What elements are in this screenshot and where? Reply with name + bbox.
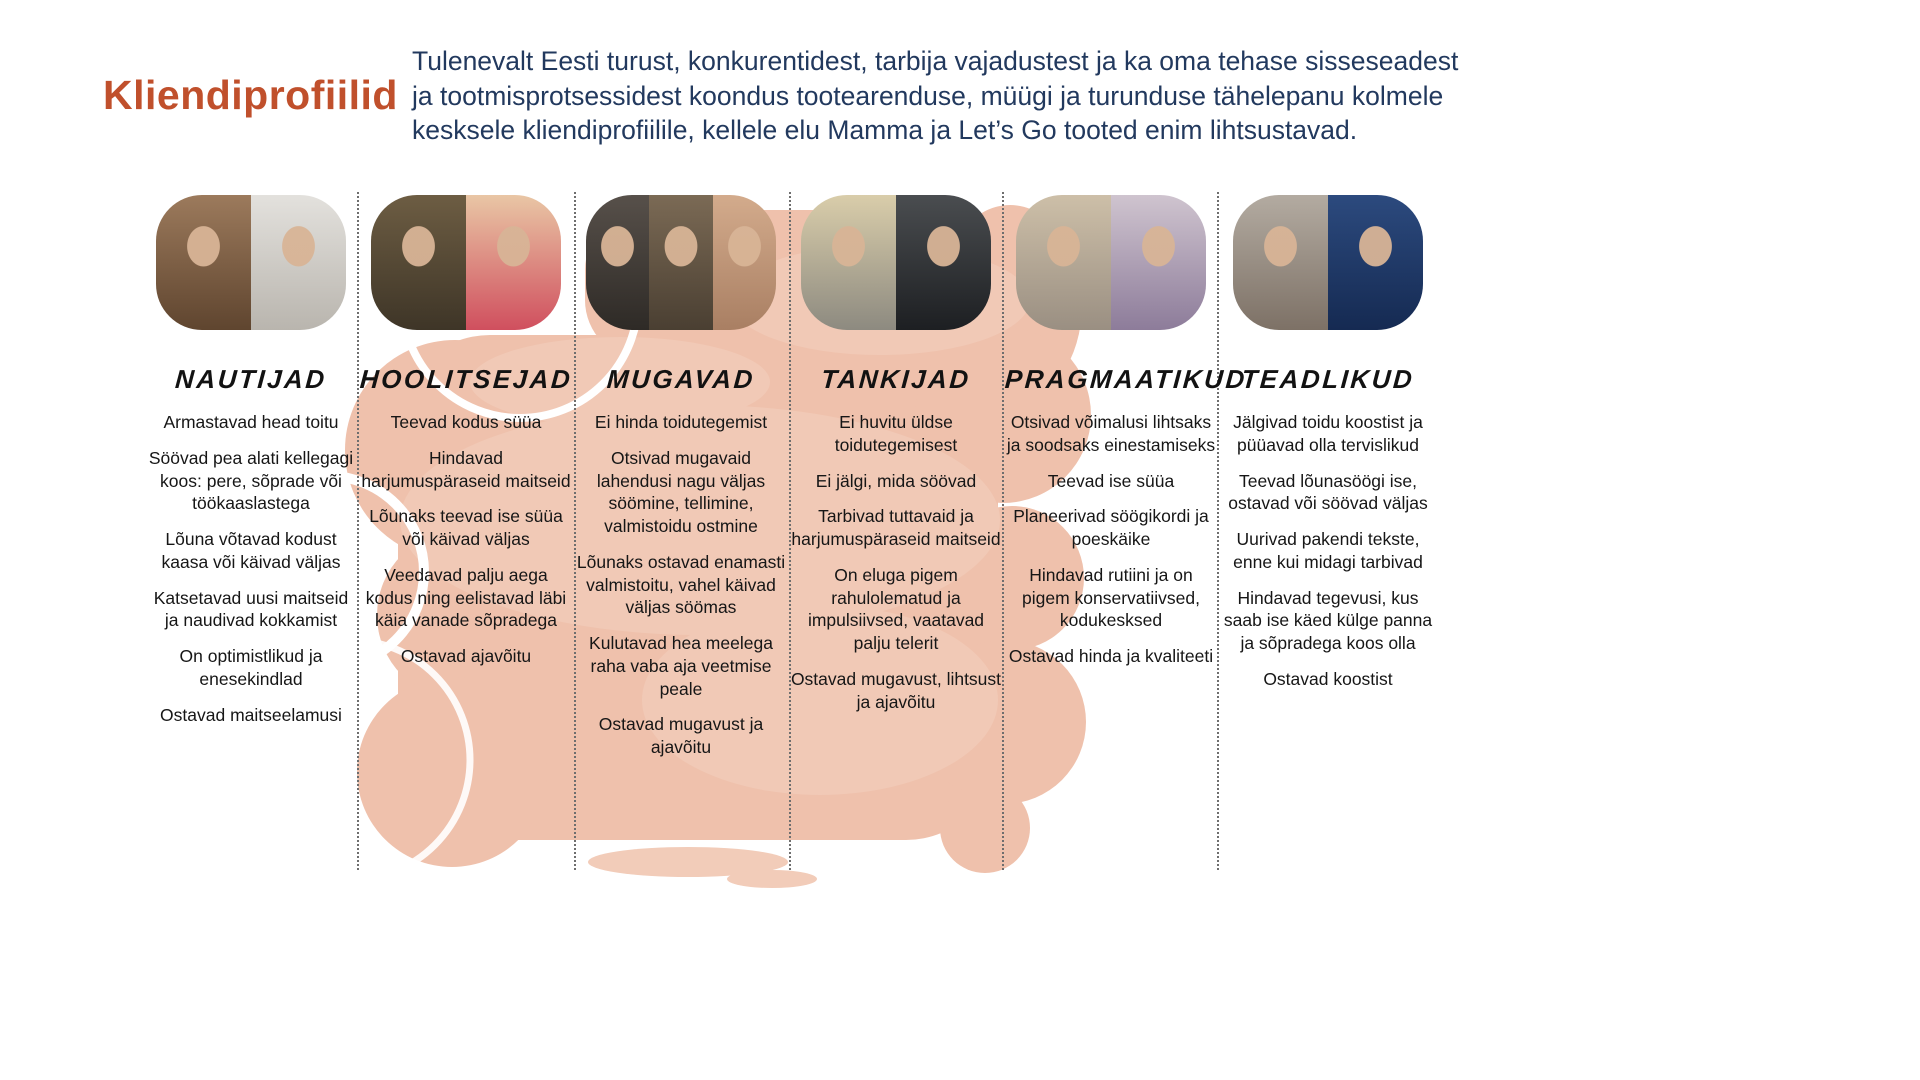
profile-column-pragmaatikud xyxy=(1003,195,1248,681)
profile-column-hoolitsejad xyxy=(360,195,572,681)
photo-elderly-woman-glasses-purple xyxy=(1111,195,1206,330)
profile-name: MUGAVAD xyxy=(605,364,757,394)
photo-man-with-glasses xyxy=(649,195,712,330)
profile-photos xyxy=(801,195,991,330)
photo-woman-denim-jacket xyxy=(1016,195,1111,330)
photo-blonde-young-woman xyxy=(586,195,649,330)
profile-photos xyxy=(586,195,776,330)
profile-column-mugavad xyxy=(575,195,787,772)
profile-column-teadlikud xyxy=(1222,195,1434,704)
profile-item: Uurivad pakendi tekste, enne kui midagi tarbivad xyxy=(1233,529,1423,572)
profile-column-tankijad xyxy=(790,195,1002,726)
profile-item: Tarbivad tuttavaid ja harjumuspäraseid maitseid xyxy=(791,506,1001,549)
intro-line: Tulenevalt Eesti turust, konkurentidest, tarbija vajadustest ja ka oma tehase sisseseadest xyxy=(412,46,1459,76)
profile-photos xyxy=(156,195,346,330)
photo-young-man-dark-jacket xyxy=(896,195,991,330)
profile-items xyxy=(145,411,357,726)
profile-item: Ei jälgi, mida söövad xyxy=(815,470,977,491)
profile-photos xyxy=(371,195,561,330)
intro-line: ja tootmisprotsessidest koondus tootearenduse, müügi ja turunduse tähelepanu kolmele xyxy=(412,80,1444,111)
profile-items xyxy=(360,411,572,668)
profile-items xyxy=(790,411,1002,713)
profile-name: HOOLITSEJAD xyxy=(358,364,574,394)
photo-brown-haired-woman xyxy=(371,195,466,330)
photo-woman-curly-hair xyxy=(156,195,251,330)
profile-item: Hindavad rutiini ja on pigem konservatiivsed, kodukesksed xyxy=(1022,564,1200,631)
profile-item: Kulutavad hea meelega raha vaba aja veetmise peale xyxy=(589,633,773,699)
intro-line: kesksele kliendiprofiilile, kellele elu Mamma ja Let’s Go tooted enim lihtsustavad. xyxy=(412,115,1358,145)
profile-item: Jälgivad toidu koostist ja püüavad olla tervislikud xyxy=(1233,412,1423,455)
profile-item: Ostavad koostist xyxy=(1263,668,1393,689)
profile-item: Lõuna võtavad kodust kaasa või käivad väljas xyxy=(161,529,341,572)
profile-item: Ostavad hinda ja kvaliteeti xyxy=(1008,646,1214,666)
profile-item: Ostavad maitseelamusi xyxy=(160,704,342,725)
profile-item: Veedavad palju aega kodus ning eelistavad läbi käia vanade sõpradega xyxy=(365,564,567,631)
photo-smiling-woman-headband xyxy=(713,195,776,330)
photo-older-blonde-woman-red-top xyxy=(466,195,561,330)
profile-photos xyxy=(1016,195,1206,330)
profile-name: TEADLIKUD xyxy=(1240,364,1416,394)
profile-item: Ostavad mugavust ja ajavõitu xyxy=(598,714,764,757)
profile-item: Teevad lõunasöögi ise, ostavad või söövad väljas xyxy=(1228,470,1428,514)
profile-item: On eluga pigem rahulolematud ja impulsiivsed, vaatavad palju telerit xyxy=(807,564,985,653)
profile-item: Söövad pea alati kellegagi koos: pere, sõprade või töökaaslastega xyxy=(148,447,354,514)
profile-column-nautijad xyxy=(145,195,357,739)
profile-item: Ostavad ajavõitu xyxy=(400,646,532,666)
profile-item: On optimistlikud ja enesekindlad xyxy=(179,646,323,689)
profile-item: Ei hinda toidutegemist xyxy=(594,412,768,432)
profile-item: Lõunaks ostavad enamasti valmistoitu, vahel käivad väljas söömas xyxy=(576,551,786,618)
page-title: Kliendiprofiilid xyxy=(103,72,398,118)
profile-item: Hindavad tegevusi, kus saab ise käed külge panna ja sõpradega koos olla xyxy=(1223,587,1433,653)
profile-name: PRAGMAATIKUD xyxy=(1003,364,1248,394)
profile-name: TANKIJAD xyxy=(820,364,972,394)
profile-name: NAUTIJAD xyxy=(174,364,328,394)
profile-item: Hindavad harjumuspäraseid maitseid xyxy=(361,447,571,491)
photo-woman-blue-dress xyxy=(1328,195,1423,330)
profile-item: Planeerivad söögikordi ja poeskäike xyxy=(1013,506,1209,549)
profile-item: Ei huvitu üldse toidutegemisest xyxy=(834,412,958,455)
profile-item: Otsivad võimalusi lihtsaks ja soodsaks einestamiseks xyxy=(1006,412,1216,455)
profile-items xyxy=(575,411,787,759)
profile-items xyxy=(1222,411,1434,691)
profile-photos xyxy=(1233,195,1423,330)
profile-item: Teevad ise süüa xyxy=(1047,470,1175,491)
profile-item: Armastavad head toitu xyxy=(163,412,339,432)
profile-item: Lõunaks teevad ise süüa või käivad väljas xyxy=(369,506,563,549)
profile-item: Katsetavad uusi maitseid ja naudivad kokkamist xyxy=(153,587,349,631)
profile-item: Otsivad mugavaid lahendusi nagu väljas söömine, tellimine, valmistoidu ostmine xyxy=(596,447,766,536)
photo-bearded-man-white-shirt xyxy=(1233,195,1328,330)
profile-items xyxy=(1005,411,1217,668)
photo-gray-haired-man-white-suit xyxy=(251,195,346,330)
photo-man-in-work-overalls xyxy=(801,195,896,330)
profile-item: Teevad kodus süüa xyxy=(390,412,542,432)
profile-item: Ostavad mugavust, lihtsust ja ajavõitu xyxy=(790,668,1002,712)
